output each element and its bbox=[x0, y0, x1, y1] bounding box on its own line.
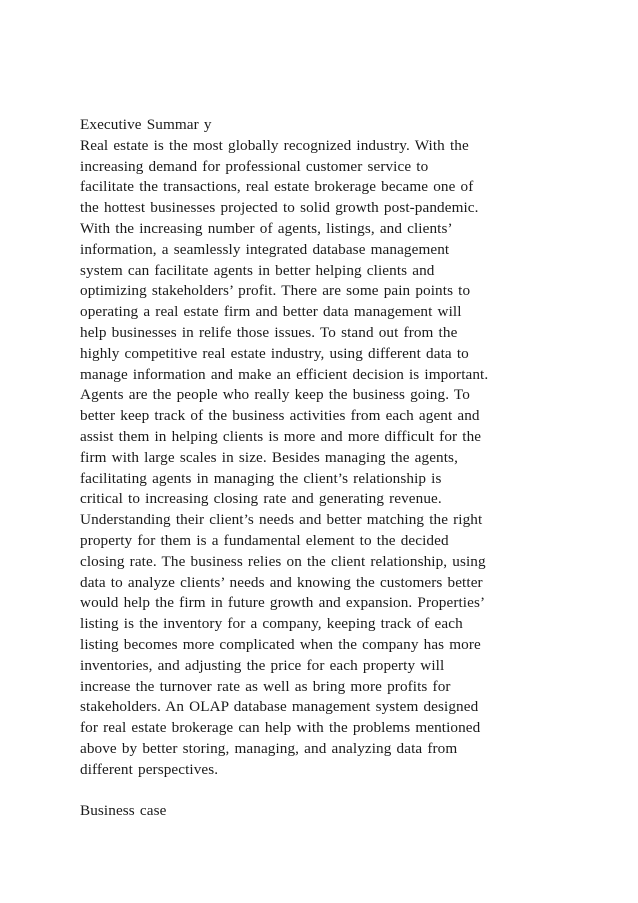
body-line: Understanding their client’s needs and better matching the right bbox=[80, 511, 483, 529]
body-line: critical to increasing closing rate and generating revenue. bbox=[80, 490, 442, 508]
body-line: Agents are the people who really keep the business going. To bbox=[80, 386, 470, 404]
body-line: above by better storing, managing, and analyzing data from bbox=[80, 739, 458, 757]
body-line: firm with large scales in size. Besides managing the agents, bbox=[80, 448, 458, 466]
body-line: assist them in helping clients is more and more difficult for the bbox=[80, 427, 482, 445]
body-line: listing becomes more complicated when the company has more bbox=[80, 635, 481, 653]
body-line: data to analyze clients’ needs and knowing the customers better bbox=[80, 573, 483, 591]
body-line: help businesses in relife those issues. To stand out from the bbox=[80, 323, 458, 341]
body-line: increasing demand for professional customer service to bbox=[80, 157, 429, 175]
paragraph-gap bbox=[80, 781, 580, 802]
body-line: increase the turnover rate as well as bring more profits for bbox=[80, 677, 451, 695]
body-line: information, a seamlessly integrated database management bbox=[80, 240, 450, 258]
section-heading-business-case: Business case bbox=[80, 802, 167, 820]
body-line: highly competitive real estate industry, using different data to bbox=[80, 344, 469, 362]
body-line: optimizing stakeholders’ profit. There are some pain points to bbox=[80, 282, 471, 300]
section-title: Executive Summar y bbox=[80, 116, 212, 133]
body-line: would help the firm in future growth and expansion. Properties’ bbox=[80, 594, 486, 612]
body-line: Real estate is the most globally recognized industry. With the bbox=[80, 136, 469, 154]
body-line: different perspectives. bbox=[80, 760, 219, 778]
body-line: closing rate. The business relies on the client relationship, using bbox=[80, 552, 486, 570]
body-line: stakeholders. An OLAP database management system designed bbox=[80, 698, 479, 716]
body-line: better keep track of the business activities from each agent and bbox=[80, 407, 480, 425]
body-line: property for them is a fundamental element to the decided bbox=[80, 531, 449, 549]
body-line: facilitating agents in managing the client’s relationship is bbox=[80, 469, 442, 487]
body-line: the hottest businesses projected to solid growth post-pandemic. bbox=[80, 199, 479, 217]
body-line: manage information and make an efficient decision is important. bbox=[80, 365, 489, 383]
body-line: listing is the inventory for a company, keeping track of each bbox=[80, 615, 463, 633]
body-line: for real estate brokerage can help with the problems mentioned bbox=[80, 719, 481, 737]
body-line: operating a real estate firm and better data management will bbox=[80, 303, 462, 321]
body-line: inventories, and adjusting the price for each property will bbox=[80, 656, 445, 674]
body-line: system can facilitate agents in better helping clients and bbox=[80, 261, 435, 279]
body-line: facilitate the transactions, real estate brokerage became one of bbox=[80, 178, 474, 196]
body-line: With the increasing number of agents, listings, and clients’ bbox=[80, 219, 453, 237]
document-body bbox=[80, 115, 580, 822]
